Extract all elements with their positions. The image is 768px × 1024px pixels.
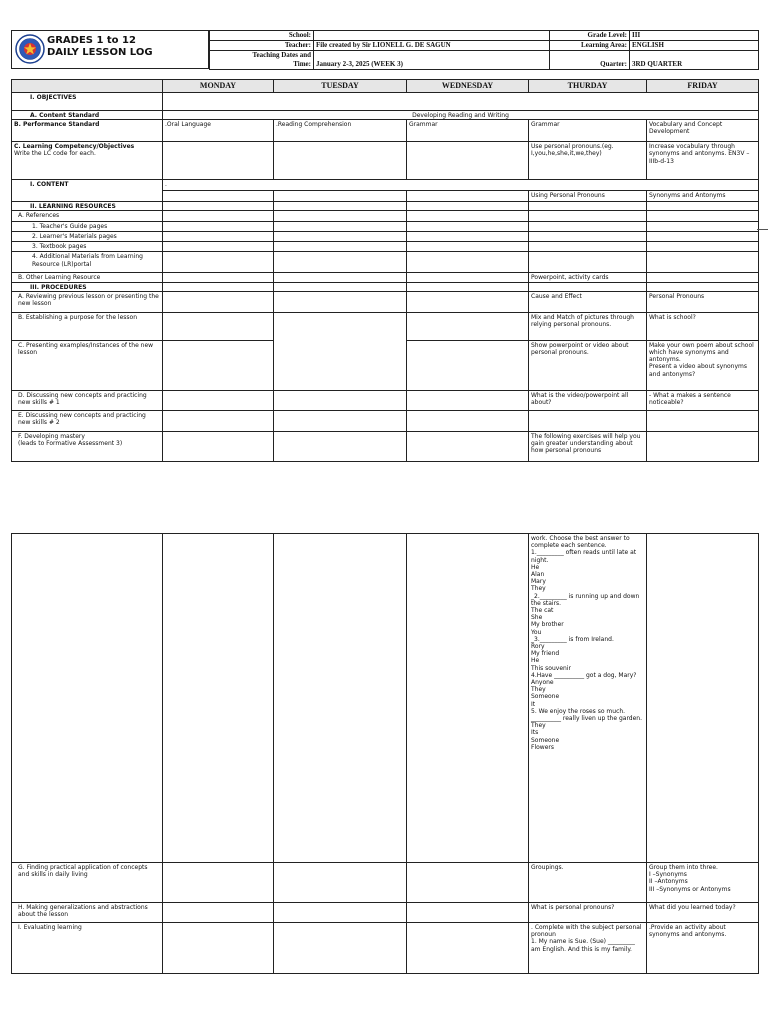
performance-thursday: Grammar xyxy=(529,120,647,142)
content-standard-label: A. Content Standard xyxy=(12,111,163,120)
discussing-concepts-1-friday: - What a makes a sentence noticeable? xyxy=(647,390,759,410)
performance-tuesday: .Reading Comprehension xyxy=(274,120,407,142)
grade-info-table xyxy=(549,30,759,70)
learning-area-label: Learning Area: xyxy=(550,41,630,51)
content-row2-tuesday xyxy=(274,191,407,202)
competency-label-line2: Write the LC code for each. xyxy=(14,150,96,158)
column-header-friday: FRIDAY xyxy=(647,80,759,93)
tuesday-merged-cell xyxy=(274,312,407,390)
other-resource-thursday: Powerpoint, activity cards xyxy=(529,273,647,282)
generalizations-label: H. Making generalizations and abstractions about the lesson xyxy=(12,903,163,923)
establishing-purpose-thursday: Mix and Match of pictures through relying personal pronouns. xyxy=(529,312,647,340)
establishing-purpose-friday: What is school? xyxy=(647,312,759,340)
competency-label-line1: C. Learning Competency/Objectives xyxy=(14,143,135,151)
references-label: A. References xyxy=(12,211,163,222)
grades-title: GRADES 1 to 12 xyxy=(47,35,136,46)
performance-standard-label: B. Performance Standard xyxy=(12,120,163,142)
school-value xyxy=(314,31,550,41)
discussing-concepts-1-thursday: What is the video/powerpoint all about? xyxy=(529,390,647,410)
teacher-label: Teacher: xyxy=(210,41,314,51)
competency-tuesday xyxy=(274,142,407,180)
dates-label-line1: Teaching Dates and xyxy=(252,51,311,59)
learning-area-value: ENGLISH xyxy=(630,41,759,51)
column-header-blank xyxy=(12,80,163,93)
learners-materials-label: 2. Learner's Materials pages xyxy=(12,232,163,242)
discussing-concepts-2-label: E. Discussing new concepts and practicing new skills # 2 xyxy=(12,410,163,431)
column-header-thursday: THURDAY xyxy=(529,80,647,93)
practical-application-label: G. Finding practical application of concepts and skills in daily living xyxy=(12,863,163,903)
continued-blank-label xyxy=(12,534,163,863)
objectives-cell xyxy=(163,93,759,111)
teachers-guide-label: 1. Teacher's Guide pages xyxy=(12,222,163,232)
dates-label xyxy=(210,51,314,70)
daily-lesson-log-title: DAILY LESSON LOG xyxy=(47,47,153,58)
competency-wednesday xyxy=(407,142,529,180)
generalizations-friday: What did you learned today? xyxy=(647,903,759,923)
textbook-pages-label: 3. Textbook pages xyxy=(12,242,163,252)
content-heading: I. CONTENT xyxy=(12,180,163,202)
dates-value: January 2-3, 2025 (WEEK 3) xyxy=(314,51,550,70)
discussing-concepts-1-label: D. Discussing new concepts and practicing new skills # 1 xyxy=(12,390,163,410)
grade-level-value: III xyxy=(630,31,759,41)
evaluating-learning-friday: .Provide an activity about synonyms and antonyms. xyxy=(647,923,759,974)
reviewing-lesson-label: A. Reviewing previous lesson or presenting the new lesson xyxy=(12,291,163,312)
content-standard-value: Developing Reading and Writing xyxy=(163,111,759,120)
grade-level-label: Grade Level: xyxy=(550,31,630,41)
developing-mastery-thursday: The following exercises will help you gain greater understanding about how personal pronouns xyxy=(529,431,647,461)
content-friday: Synonyms and Antonyms xyxy=(647,191,759,202)
establishing-purpose-label: B. Establishing a purpose for the lesson xyxy=(12,312,163,340)
quarter-value: 3RD QUARTER xyxy=(630,51,759,70)
practical-application-thursday: Groupings. xyxy=(529,863,647,903)
dates-label-line2: Time: xyxy=(293,60,311,68)
column-header-monday: MONDAY xyxy=(163,80,274,93)
reviewing-lesson-friday: Personal Pronouns xyxy=(647,291,759,312)
presenting-examples-thursday: Show powerpoint or video about personal pronouns. xyxy=(529,340,647,390)
column-header-wednesday: WEDNESDAY xyxy=(407,80,529,93)
teacher-value: File created by Sir LIONELL G. DE SAGUN xyxy=(314,41,550,51)
generalizations-thursday: What is personal pronouns? xyxy=(529,903,647,923)
evaluating-learning-thursday: . Complete with the subject personal pronoun 1. My name is Sue. (Sue) _________ am English. And this is my family. xyxy=(529,923,647,974)
reviewing-lesson-thursday: Cause and Effect xyxy=(529,291,647,312)
content-row2-wednesday xyxy=(407,191,529,202)
competency-monday xyxy=(163,142,274,180)
performance-wednesday: Grammar xyxy=(407,120,529,142)
competency-label xyxy=(12,142,163,180)
content-thursday: Using Personal Pronouns xyxy=(529,191,647,202)
column-header-tuesday: TUESDAY xyxy=(274,80,407,93)
school-info-table xyxy=(209,30,550,70)
competency-thursday: Use personal pronouns.(eg. I,you,he,she,it,we,they) xyxy=(529,142,647,180)
lesson-log-table-continued xyxy=(11,533,759,974)
stray-border-line xyxy=(757,229,768,230)
practical-application-friday: Group them into three. I –Synonyms II –Antonyms III –Synonyms or Antonyms xyxy=(647,863,759,903)
presenting-examples-label: C. Presenting examples/Instances of the new lesson xyxy=(12,340,163,390)
developing-mastery-label: F. Developing mastery (leads to Formative Assessment 3) xyxy=(12,431,163,461)
developing-mastery-exercise-thursday: work. Choose the best answer to complete each sentence. 1._________ often reads until late at night. He Alan Mary They _2._________ is running up and down the stairs. The cat She My brother You _3._________ is from Ireland. Rory My friend He This souvenir 4.Have __________ got a dog, Mary? Anyone They Someone It 5. We enjoy the roses so much. __________ really liven up the garden. They Its Someone Flowers xyxy=(529,534,647,863)
lesson-log-title-box xyxy=(11,30,209,69)
performance-monday: .Oral Language xyxy=(163,120,274,142)
additional-materials-label: 4. Additional Materials from Learning Resource (LR)portal xyxy=(12,252,163,273)
competency-friday: Increase vocabulary through synonyms and antonyms. EN3V –IIIb-d-13 xyxy=(647,142,759,180)
learning-resources-heading: II. LEARNING RESOURCES xyxy=(12,202,163,211)
performance-friday: Vocabulary and Concept Development xyxy=(647,120,759,142)
lesson-log-table xyxy=(11,79,759,462)
other-resource-label: B. Other Learning Resource xyxy=(12,273,163,282)
deped-seal-icon xyxy=(15,34,45,64)
procedures-heading: III. PROCEDURES xyxy=(12,282,163,291)
evaluating-learning-label: I. Evaluating learning xyxy=(12,923,163,974)
content-row2-monday xyxy=(163,191,274,202)
school-label: School: xyxy=(210,31,314,41)
presenting-examples-friday: Make your own poem about school which have synonyms and antonyms. Present a video about synonyms and antonyms? xyxy=(647,340,759,390)
content-monday: . xyxy=(163,180,759,191)
quarter-label: Quarter: xyxy=(550,51,630,70)
objectives-heading: I. OBJECTIVES xyxy=(12,93,163,111)
